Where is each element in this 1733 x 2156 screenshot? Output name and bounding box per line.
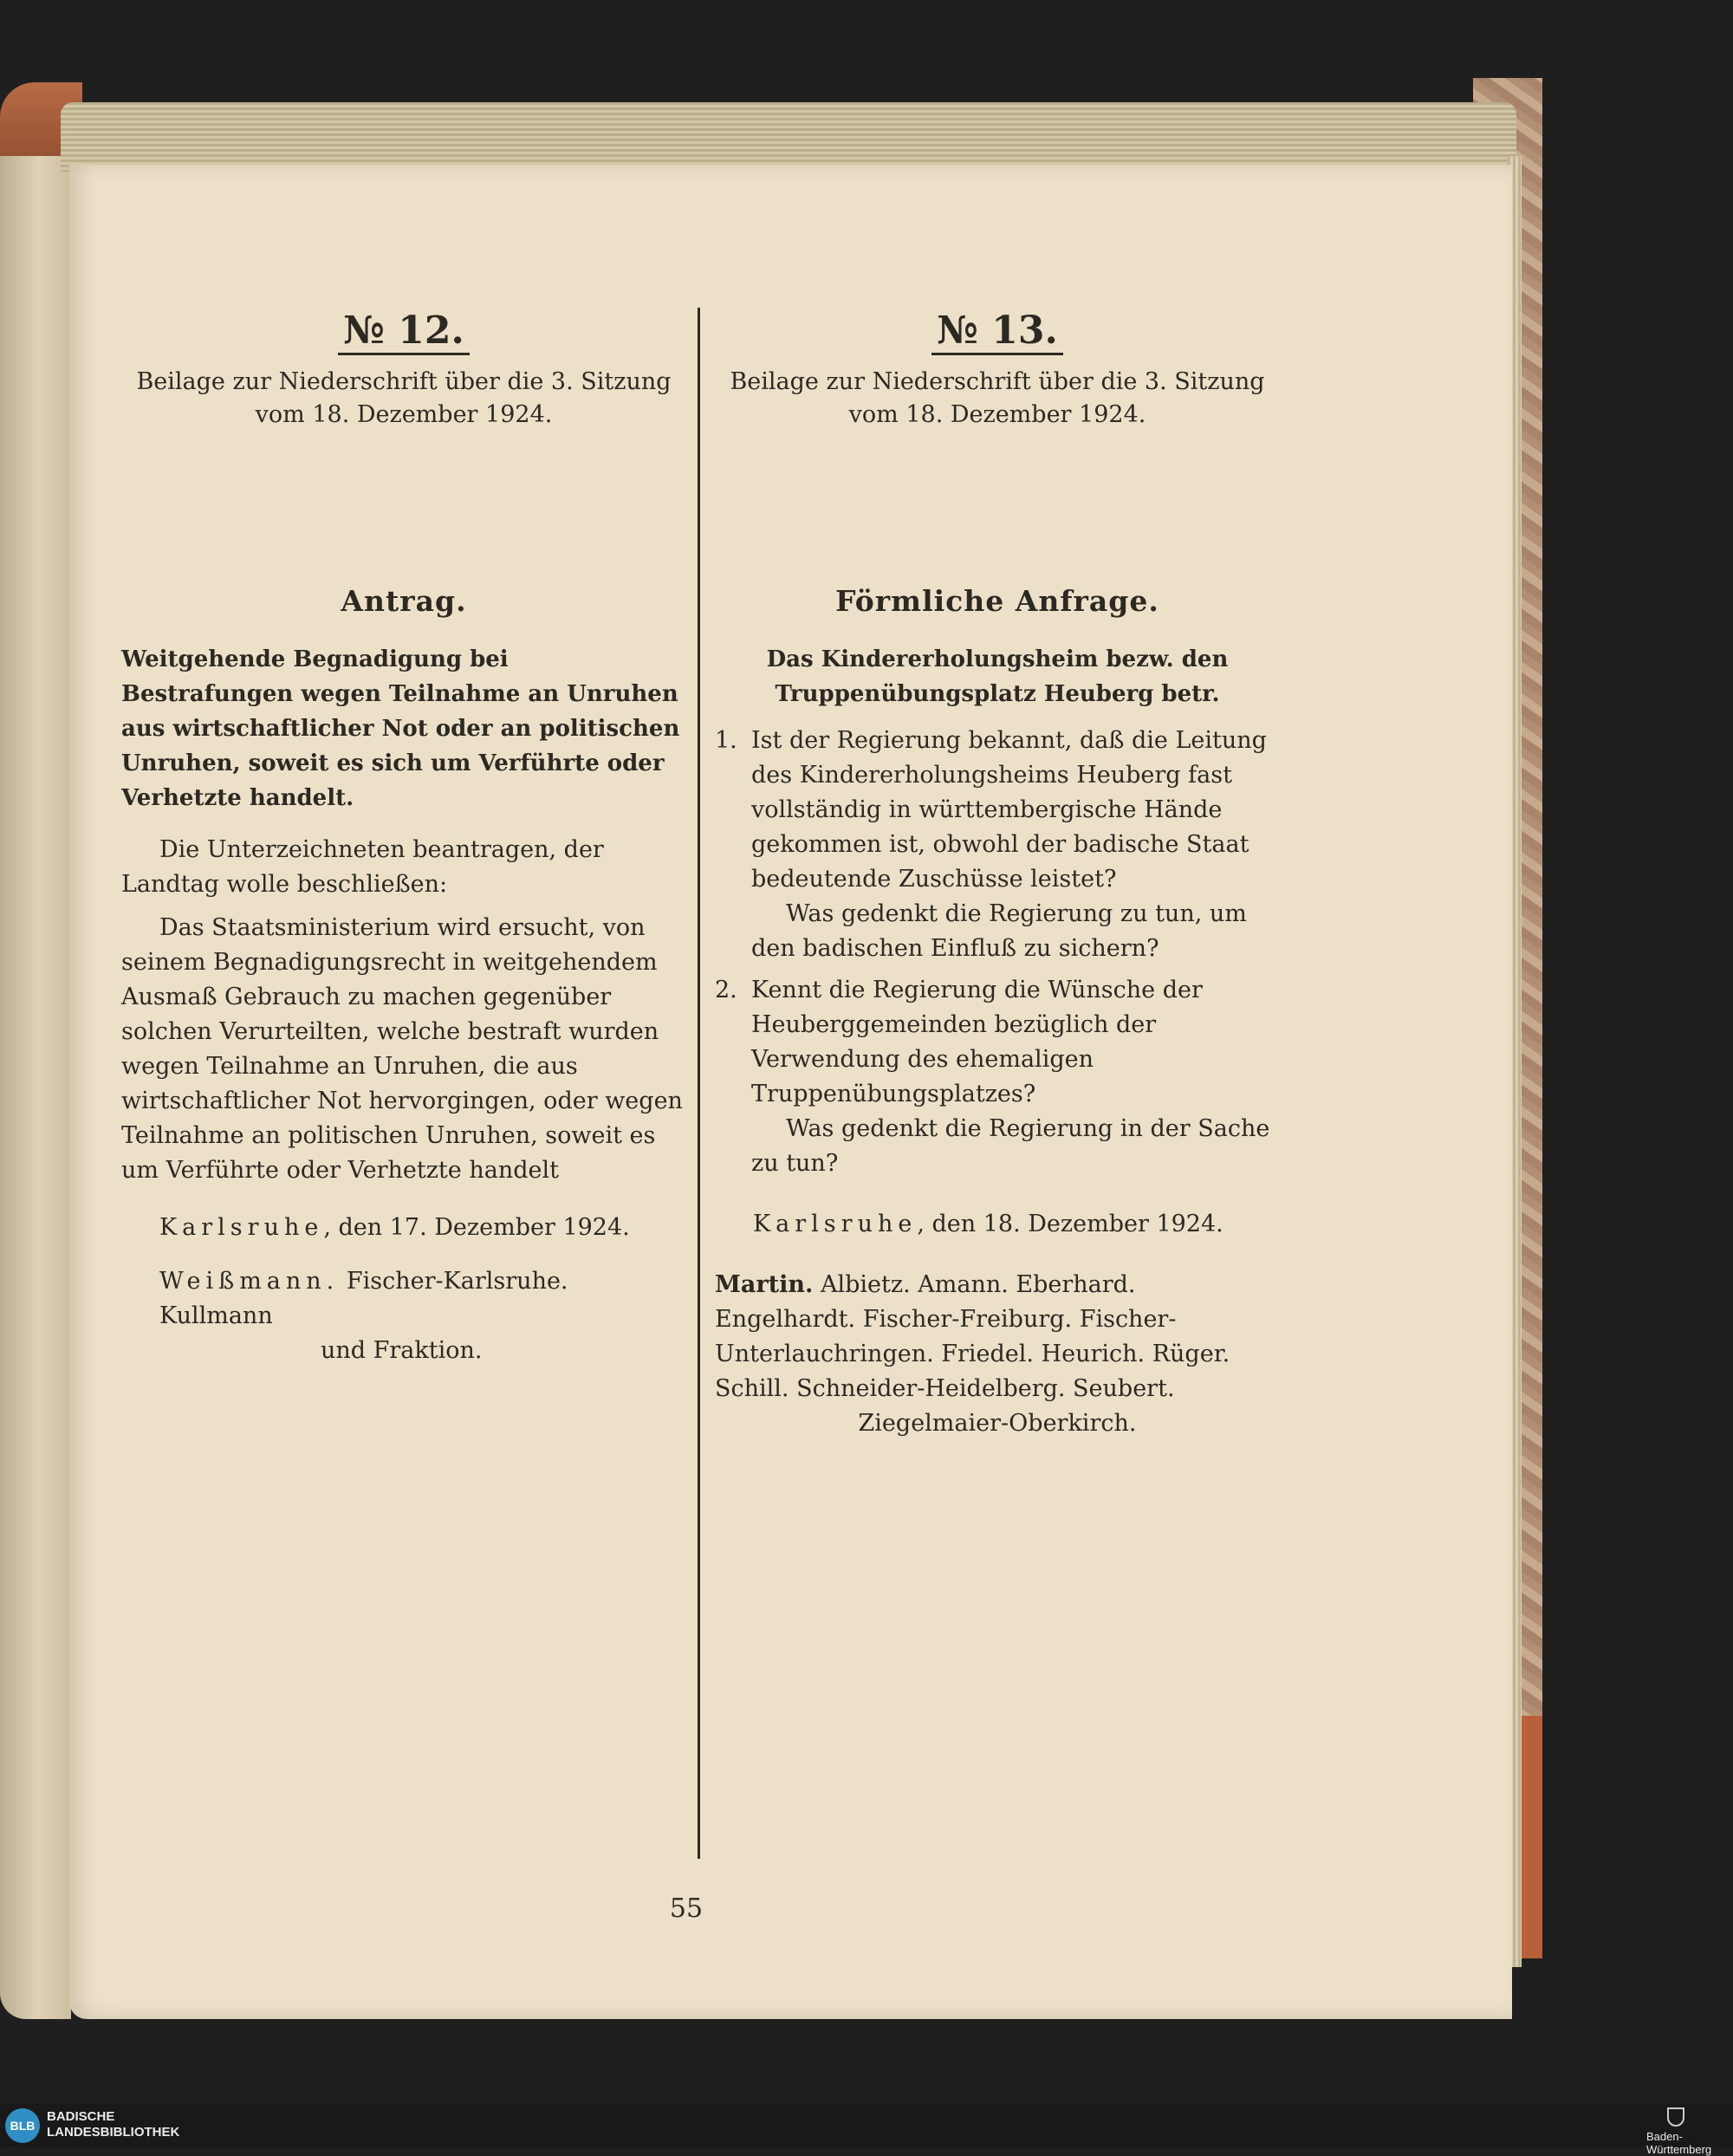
signatures: Martin. Albietz. Amann. Eberhard. Engelhardt. Fischer-Freiburg. Fischer-Unterlauchringen. Friedel. Heurich. Rüger. Schill. Schneider-Heidelberg. Seubert.: [715, 1271, 1230, 1402]
place-date: Karlsruhe, den 17. Dezember 1924.: [159, 1214, 630, 1241]
document-subject: Weitgehende Begnadigung bei Bestrafungen wegen Teilnahme an Unruhen aus wirtschaftlicher Not oder an politischen Unruhen, soweit es sich um Verführte oder Verhetzte handelt.: [121, 646, 680, 811]
left-column: [121, 303, 686, 1368]
question-1: [715, 724, 1280, 897]
question-text: Kennt die Regierung die Wünsche der Heuberggemeinden bezüglich der Verwendung des ehemaligen Truppenübungsplatzes?: [751, 977, 1203, 1107]
question-1-followup: Was gedenkt die Regierung zu tun, um den badischen Einfluß zu sichern?: [751, 900, 1247, 962]
state-crest-icon: [1667, 2107, 1684, 2127]
signatures-continued: und Fraktion.: [321, 1337, 483, 1364]
state-name[interactable]: Baden-Württemberg: [1646, 2130, 1712, 2156]
document-subject: Das Kindererholungsheim bezw. den Truppenübungsplatz Heuberg betr.: [766, 646, 1229, 707]
intro-paragraph: Die Unterzeichneten beantragen, der Landtag wolle beschließen:: [121, 836, 604, 898]
document-number: № 13.: [715, 303, 1280, 359]
left-page-edge: [0, 156, 71, 2019]
signatures: Weißmann. Fischer-Karlsruhe. Kullmann: [159, 1268, 568, 1329]
question-2: [715, 973, 1280, 1112]
document-subtitle: Beilage zur Niederschrift über die 3. Sitzung vom 18. Dezember 1924.: [730, 368, 1265, 428]
document-heading: Förmliche Anfrage.: [835, 584, 1159, 618]
document-heading: Antrag.: [341, 584, 467, 618]
document-number: № 12.: [121, 303, 686, 359]
signatures-continued: Ziegelmaier-Oberkirch.: [858, 1410, 1137, 1437]
question-number: 1.: [715, 727, 737, 754]
signer-name: Weißmann.: [159, 1268, 340, 1295]
question-number: 2.: [715, 977, 737, 1003]
page-block-top: [61, 102, 1516, 172]
question-2-followup: Was gedenkt die Regierung in der Sache zu tun?: [751, 1115, 1270, 1177]
right-column: [715, 303, 1280, 1441]
library-name[interactable]: BADISCHE LANDESBIBLIOTHEK: [47, 2109, 180, 2140]
document-subtitle: Beilage zur Niederschrift über die 3. Sitzung vom 18. Dezember 1924.: [136, 368, 672, 428]
viewer-footer: [0, 2104, 1733, 2156]
question-text: Ist der Regierung bekannt, daß die Leitung des Kindererholungsheims Heuberg fast vollständig in württembergische Hände gekommen ist, obwohl der badische Staat bedeutende Zuschüsse leistet?: [751, 727, 1267, 893]
column-divider: [698, 308, 700, 1859]
page-number: 55: [669, 1893, 704, 1924]
blb-logo-icon[interactable]: BLB: [5, 2108, 40, 2143]
signer-name: Martin.: [715, 1271, 814, 1298]
place-date: Karlsruhe, den 18. Dezember 1924.: [753, 1211, 1223, 1237]
body-paragraph: Das Staatsministerium wird ersucht, von seinem Begnadigungsrecht in weitgehendem Ausmaß Gebrauch zu machen gegenüber solchen Verurteilten, welche bestraft wurden wegen Teilnahme an Unruhen, die aus wirtschaftlicher Not hervorgingen, oder wegen Teilnahme an politischen Unruhen, soweit es um Verführte oder Verhetzte handelt: [121, 914, 683, 1184]
